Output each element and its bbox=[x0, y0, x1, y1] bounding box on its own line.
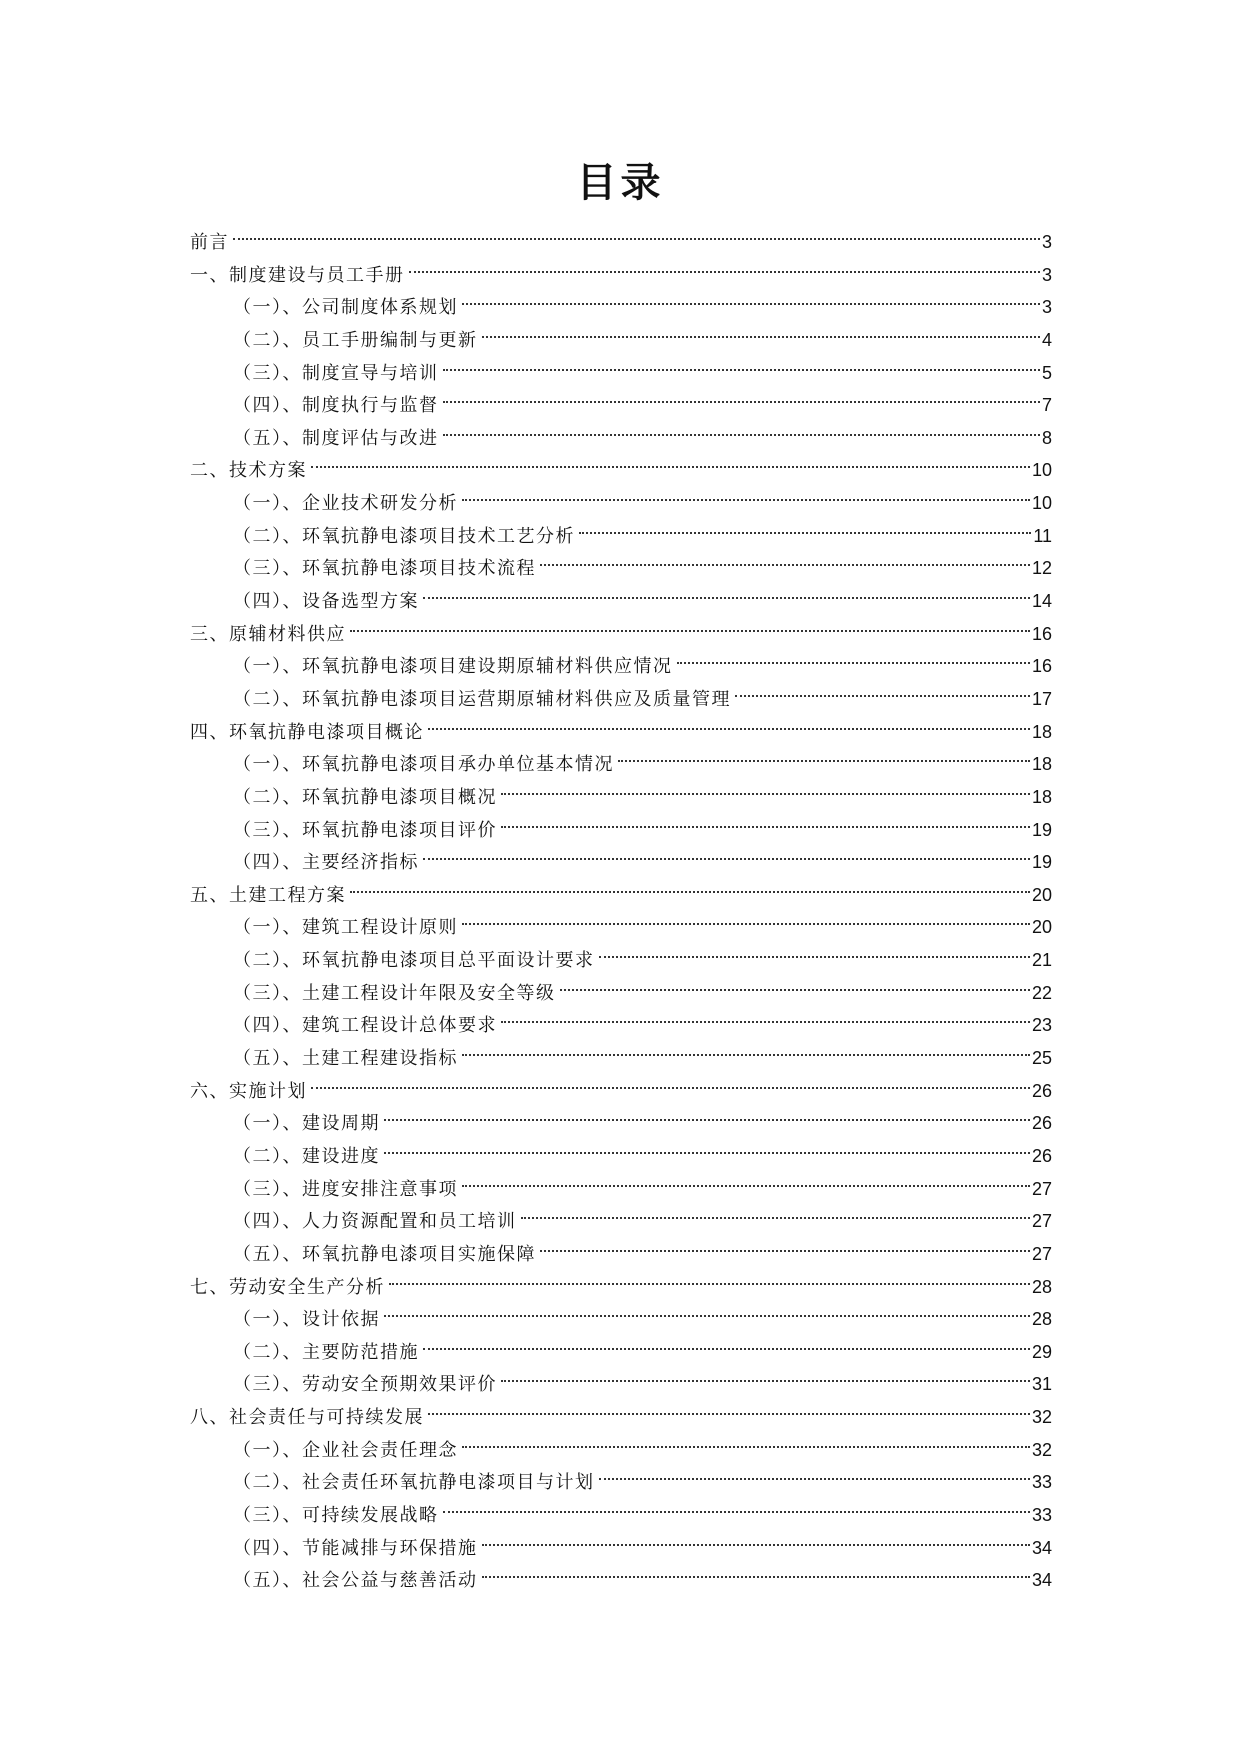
toc-entry-label: 四、环氧抗静电漆项目概论 bbox=[190, 721, 424, 743]
toc-entry-label: （三）、土建工程设计年限及安全等级 bbox=[233, 982, 556, 1004]
toc-dot-leader bbox=[521, 1195, 1030, 1227]
toc-entry-page-number: 25 bbox=[1031, 1048, 1052, 1069]
toc-entry-label: （四）、人力资源配置和员工培训 bbox=[233, 1211, 517, 1233]
toc-dot-leader bbox=[423, 575, 1030, 607]
toc-dot-leader bbox=[501, 1358, 1030, 1390]
toc-entry-label: （三）、进度安排注意事项 bbox=[233, 1178, 458, 1200]
toc-dot-leader bbox=[233, 216, 1040, 248]
toc-dot-leader bbox=[482, 1554, 1030, 1586]
toc-entry-label: （四）、节能减排与环保措施 bbox=[233, 1537, 478, 1559]
toc-entry-label: （四）、主要经济指标 bbox=[233, 852, 419, 874]
toc-entry-label: （四）、设备选型方案 bbox=[233, 591, 419, 613]
toc-entry-label: 一、制度建设与员工手册 bbox=[190, 264, 405, 286]
toc-entry-label: （二）、建设进度 bbox=[233, 1145, 380, 1167]
toc-entry[interactable] bbox=[190, 1065, 1052, 1102]
toc-entry-page-number: 3 bbox=[1041, 232, 1052, 252]
toc-entry-label: 五、土建工程方案 bbox=[190, 884, 346, 906]
toc-dot-leader bbox=[501, 999, 1030, 1031]
toc-entry-page-number: 14 bbox=[1031, 591, 1052, 612]
toc-dot-leader bbox=[384, 1130, 1030, 1162]
toc-dot-leader bbox=[735, 673, 1030, 705]
toc-title: 目录 bbox=[576, 160, 665, 206]
toc-dot-leader bbox=[423, 1326, 1030, 1358]
toc-entry-label: （三）、可持续发展战略 bbox=[233, 1504, 439, 1526]
toc-dot-leader bbox=[428, 706, 1030, 738]
toc-entry-label: （二）、环氧抗静电漆项目运营期原辅材料供应及质量管理 bbox=[233, 688, 731, 710]
toc-entry-page-number: 32 bbox=[1031, 1439, 1052, 1460]
toc-dot-leader bbox=[462, 1032, 1030, 1064]
toc-dot-leader bbox=[482, 314, 1040, 346]
toc-dot-leader bbox=[311, 444, 1030, 476]
toc-dot-leader bbox=[501, 804, 1030, 836]
toc-dot-leader bbox=[462, 477, 1030, 509]
toc-entry-page-number: 3 bbox=[1041, 297, 1052, 318]
toc-entry-label: 三、原辅材料供应 bbox=[190, 623, 346, 645]
toc-entry-label: （五）、土建工程建设指标 bbox=[233, 1048, 458, 1070]
toc-entry-page-number: 3 bbox=[1041, 264, 1052, 285]
toc-entry-page-number: 4 bbox=[1041, 329, 1052, 350]
toc-entry-page-number: 34 bbox=[1031, 1570, 1052, 1591]
toc-entry-label: 二、技术方案 bbox=[190, 460, 307, 482]
toc-dot-leader bbox=[389, 1261, 1030, 1293]
toc-dot-leader bbox=[443, 379, 1040, 411]
toc-entry-label: （一）、环氧抗静电漆项目建设期原辅材料供应情况 bbox=[233, 656, 673, 678]
toc-entry-page-number: 19 bbox=[1031, 852, 1052, 873]
toc-dot-leader bbox=[501, 771, 1030, 803]
toc-entry-page-number: 23 bbox=[1031, 1015, 1052, 1036]
toc-entry-label: （一）、建筑工程设计原则 bbox=[233, 917, 458, 939]
toc-entry-page-number: 20 bbox=[1031, 917, 1052, 938]
toc-entry-label: 前言 bbox=[190, 232, 229, 253]
toc-dot-leader bbox=[311, 1065, 1030, 1097]
toc-entry-label: （五）、环氧抗静电漆项目实施保障 bbox=[233, 1243, 536, 1265]
toc-dot-leader bbox=[423, 836, 1030, 868]
toc-entry-label: （一）、公司制度体系规划 bbox=[233, 297, 458, 319]
toc-entry-label: （三）、劳动安全预期效果评价 bbox=[233, 1374, 497, 1396]
toc-dot-leader bbox=[462, 1163, 1030, 1195]
toc-entry-page-number: 8 bbox=[1041, 427, 1052, 448]
toc-dot-leader bbox=[482, 1522, 1030, 1554]
toc-entry-page-number: 29 bbox=[1031, 1341, 1052, 1362]
toc-entry[interactable] bbox=[190, 444, 1052, 482]
toc-entry-page-number: 28 bbox=[1031, 1309, 1052, 1330]
toc-entry-page-number: 26 bbox=[1031, 1145, 1052, 1166]
toc-entry-page-number: 26 bbox=[1031, 1080, 1052, 1101]
toc-entry-label: （二）、环氧抗静电漆项目概况 bbox=[233, 786, 497, 808]
toc-entry-label: （四）、制度执行与监督 bbox=[233, 395, 439, 417]
toc-dot-leader bbox=[443, 347, 1040, 379]
toc-dot-leader bbox=[540, 1228, 1030, 1260]
toc-entry-page-number: 33 bbox=[1031, 1472, 1052, 1493]
toc-dot-leader bbox=[677, 640, 1030, 672]
toc-dot-leader bbox=[599, 934, 1030, 966]
toc-list bbox=[190, 216, 1052, 1592]
toc-dot-leader bbox=[409, 249, 1040, 281]
toc-entry-page-number: 5 bbox=[1041, 362, 1052, 383]
toc-entry-label: （二）、员工手册编制与更新 bbox=[233, 329, 478, 351]
toc-entry-page-number: 31 bbox=[1031, 1374, 1052, 1395]
toc-dot-leader bbox=[443, 412, 1040, 444]
toc-entry-label: （一）、建设周期 bbox=[233, 1113, 380, 1135]
toc-entry-page-number: 27 bbox=[1031, 1243, 1052, 1264]
toc-dot-leader bbox=[540, 542, 1030, 574]
toc-entry-page-number: 33 bbox=[1031, 1504, 1052, 1525]
toc-dot-leader bbox=[428, 1391, 1030, 1423]
toc-entry[interactable] bbox=[190, 477, 1052, 515]
toc-dot-leader bbox=[462, 281, 1040, 313]
toc-entry-label: （一）、环氧抗静电漆项目承办单位基本情况 bbox=[233, 754, 614, 776]
toc-entry-page-number: 28 bbox=[1031, 1276, 1052, 1297]
toc-dot-leader bbox=[384, 1293, 1030, 1325]
toc-entry-page-number: 18 bbox=[1031, 721, 1052, 742]
toc-entry-label: （一）、企业技术研发分析 bbox=[233, 493, 458, 515]
toc-dot-leader bbox=[462, 901, 1030, 933]
toc-dot-leader bbox=[462, 1424, 1030, 1456]
toc-entry[interactable] bbox=[190, 1097, 1052, 1135]
toc-dot-leader bbox=[350, 869, 1030, 901]
toc-entry-page-number: 17 bbox=[1031, 688, 1052, 709]
toc-entry-label: （五）、制度评估与改进 bbox=[233, 427, 439, 449]
toc-dot-leader bbox=[618, 738, 1030, 770]
toc-entry-label: 七、劳动安全生产分析 bbox=[190, 1276, 385, 1298]
toc-entry-label: 六、实施计划 bbox=[190, 1080, 307, 1102]
toc-entry-page-number: 19 bbox=[1031, 819, 1052, 840]
toc-dot-leader bbox=[384, 1097, 1030, 1129]
toc-entry-page-number: 27 bbox=[1031, 1211, 1052, 1232]
toc-entry-label: （二）、社会责任环氧抗静电漆项目与计划 bbox=[233, 1472, 595, 1494]
toc-entry-label: （三）、制度宣导与培训 bbox=[233, 362, 439, 384]
toc-entry-page-number: 32 bbox=[1031, 1407, 1052, 1428]
toc-entry-label: （一）、设计依据 bbox=[233, 1309, 380, 1331]
toc-entry-page-number: 20 bbox=[1031, 884, 1052, 905]
toc-entry-page-number: 22 bbox=[1031, 982, 1052, 1003]
toc-entry-label: （三）、环氧抗静电漆项目评价 bbox=[233, 819, 497, 841]
toc-entry-page-number: 18 bbox=[1031, 754, 1052, 775]
toc-dot-leader bbox=[599, 1456, 1030, 1488]
toc-entry-page-number: 10 bbox=[1031, 493, 1052, 514]
toc-entry-label: （二）、环氧抗静电漆项目技术工艺分析 bbox=[233, 525, 575, 547]
toc-dot-leader bbox=[350, 608, 1030, 640]
toc-entry-label: 八、社会责任与可持续发展 bbox=[190, 1407, 424, 1429]
toc-entry-label: （五）、社会公益与慈善活动 bbox=[233, 1570, 478, 1592]
toc-entry-page-number: 26 bbox=[1031, 1113, 1052, 1134]
toc-entry-page-number: 18 bbox=[1031, 786, 1052, 807]
toc-entry-page-number: 16 bbox=[1031, 656, 1052, 677]
toc-entry-page-number: 16 bbox=[1031, 623, 1052, 644]
toc-entry-page-number: 11 bbox=[1033, 525, 1052, 546]
toc-entry-label: （二）、环氧抗静电漆项目总平面设计要求 bbox=[233, 950, 595, 972]
toc-entry-label: （四）、建筑工程设计总体要求 bbox=[233, 1015, 497, 1037]
toc-entry-page-number: 34 bbox=[1031, 1537, 1052, 1558]
toc-entry-label: （一）、企业社会责任理念 bbox=[233, 1439, 458, 1461]
toc-dot-leader bbox=[579, 510, 1031, 542]
toc-entry-page-number: 10 bbox=[1031, 460, 1052, 481]
toc-entry[interactable] bbox=[190, 249, 1052, 286]
toc-entry[interactable] bbox=[190, 216, 1052, 253]
toc-entry-page-number: 27 bbox=[1031, 1178, 1052, 1199]
toc-entry-label: （二）、主要防范措施 bbox=[233, 1341, 419, 1363]
toc-dot-leader bbox=[560, 967, 1030, 999]
toc-dot-leader bbox=[443, 1489, 1030, 1521]
toc-entry-page-number: 7 bbox=[1041, 395, 1052, 416]
toc-entry-page-number: 12 bbox=[1031, 558, 1052, 579]
toc-entry-label: （三）、环氧抗静电漆项目技术流程 bbox=[233, 558, 536, 580]
toc-entry-page-number: 21 bbox=[1031, 950, 1052, 971]
